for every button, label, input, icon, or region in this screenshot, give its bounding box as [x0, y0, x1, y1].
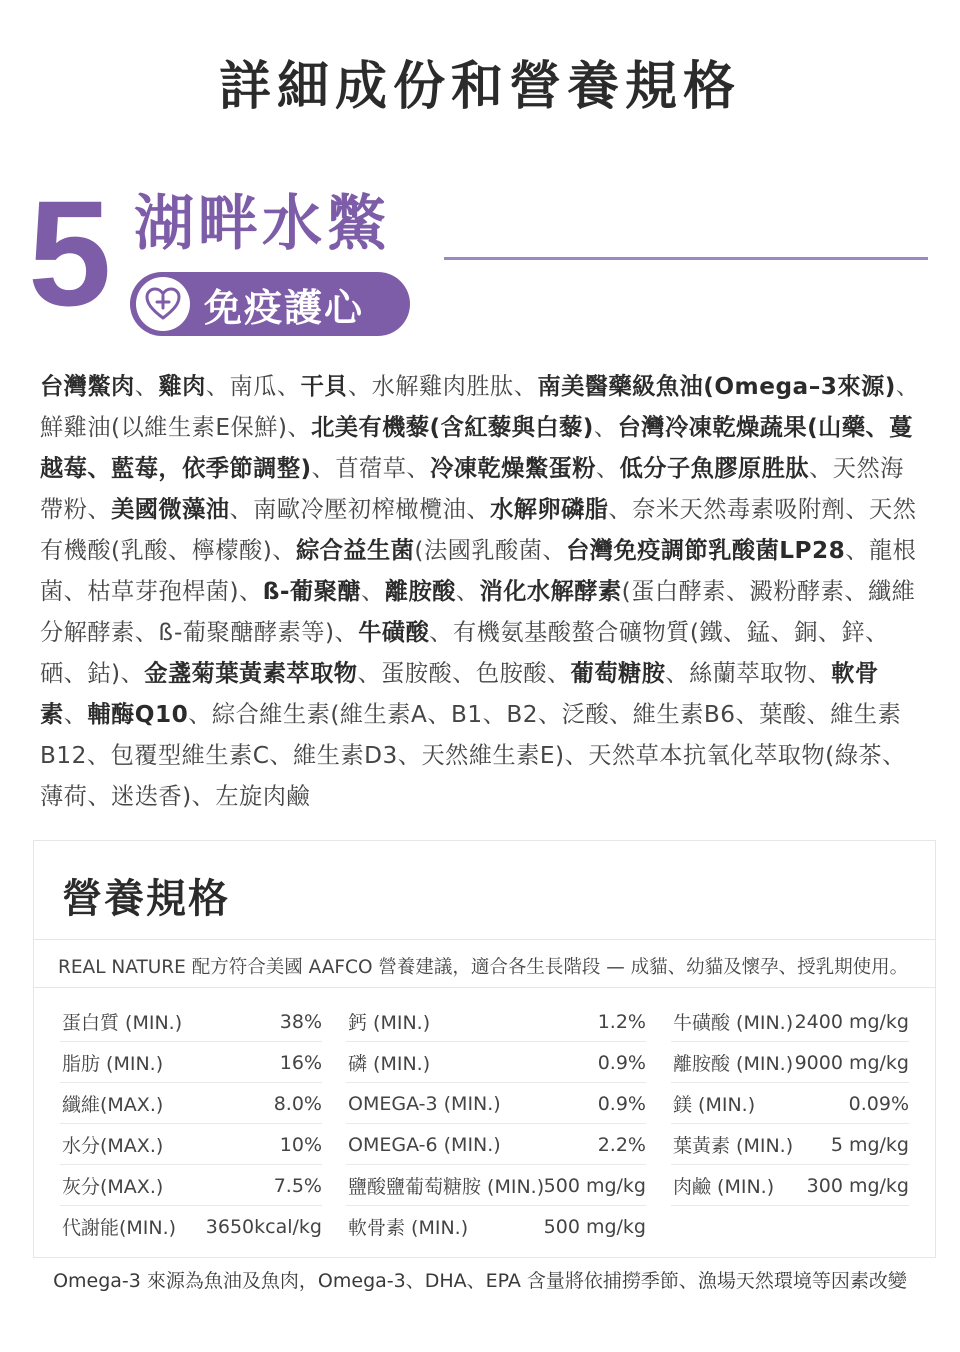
ingredient-text: (蛋白酵素、澱粉酵素、纖維分解酵素、ß-葡聚醣酵素等)、 [40, 578, 916, 646]
key-ingredient: 葡萄糖胺 [570, 660, 666, 687]
key-ingredient: ß-葡聚醣 [262, 578, 362, 605]
key-ingredient: 北美有機藜(含紅藜與白藜) [311, 414, 594, 441]
key-ingredient: 消化水解酵素 [479, 578, 622, 605]
nutrient-value: 2400 mg/kg [794, 1010, 909, 1033]
title-divider [444, 257, 928, 260]
nutrient-value: 2.2% [597, 1133, 646, 1156]
ingredient-text: (法國乳酸菌、 [414, 537, 567, 564]
ingredient-text: 、 [595, 455, 620, 482]
key-ingredient: 低分子魚膠原胜肽 [619, 455, 810, 482]
nutrient-label: 蛋白質 (MIN.) [62, 1012, 183, 1034]
nutrient-label: 肉鹼 (MIN.) [673, 1176, 775, 1198]
ingredient-text: 、有機氨基酸螯合礦物質(鐵、錳、銅、鋅、硒、鈷)、 [40, 619, 889, 687]
nutrient-value: 300 mg/kg [806, 1174, 909, 1197]
ingredient-text: 、 [63, 701, 88, 728]
key-ingredient: 南美醫藥級魚油(Omega–3來源) [537, 373, 896, 400]
heart-plus-icon [136, 277, 190, 331]
key-ingredient: 台灣免疫調節乳酸菌LP28 [566, 537, 846, 564]
spec-heading: 營養規格 [62, 876, 230, 922]
nutrient-label: 牛磺酸 (MIN.) [673, 1012, 794, 1034]
table-row [60, 1042, 912, 1083]
ingredient-text: 、 [134, 373, 159, 400]
nutrient-value: 0.9% [597, 1092, 646, 1115]
table-row [60, 1083, 912, 1124]
nutrient-label: 脂肪 (MIN.) [62, 1053, 164, 1075]
ingredient-text: 、南瓜、 [205, 373, 301, 400]
table-row [60, 1165, 912, 1206]
key-ingredient: 牛磺酸 [358, 619, 430, 646]
nutrient-label: 灰分(MAX.) [62, 1176, 164, 1198]
footnote: Omega-3 來源為魚油及魚肉，Omega-3、DHA、EPA 含量將依捕撈季節、漁場天然環境等因素改變 [53, 1270, 907, 1292]
key-ingredient: 輔酶Q10 [87, 701, 189, 728]
key-ingredient: 台灣鱉肉 [40, 373, 135, 400]
nutrient-label: 鹽酸鹽葡萄糖胺 (MIN.) [348, 1176, 545, 1198]
table-row [60, 1206, 912, 1247]
nutrient-value: 1.2% [597, 1010, 646, 1033]
recipe-name: 湖畔水鱉 [134, 189, 390, 259]
benefit-badge [130, 272, 410, 336]
key-ingredient: 金盞菊葉黃素萃取物 [144, 660, 358, 687]
ingredient-text: 、龍根菌、枯草芽孢桿菌)、 [40, 537, 917, 605]
nutrient-label: 軟骨素 (MIN.) [348, 1217, 469, 1239]
nutrition-spec-panel [33, 840, 936, 1258]
table-row [60, 1124, 912, 1165]
nutrient-label: 磷 (MIN.) [348, 1053, 431, 1075]
ingredient-text: 、水解雞肉胜肽、 [347, 373, 538, 400]
key-ingredient: 離胺酸 [384, 578, 456, 605]
ingredient-list [40, 366, 924, 817]
nutrient-value: 0.9% [597, 1051, 646, 1074]
key-ingredient: 干貝 [300, 373, 348, 400]
nutrient-label: 纖維(MAX.) [62, 1094, 164, 1116]
table-row [60, 1001, 912, 1042]
spec-divider [34, 987, 935, 988]
nutrient-value: 10% [279, 1133, 322, 1156]
aafco-note: REAL NATURE 配方符合美國 AAFCO 營養建議，適合各生長階段 — 成貓、幼貓及懷孕、授乳期使用。 [58, 957, 909, 978]
ingredient-text: 、綜合維生素(維生素A、B1、B2、泛酸、維生素B6、葉酸、維生素B12、包覆型維生素C、維生素D3、天然維生素E)、天然草本抗氧化萃取物(綠茶、薄荷、迷迭香)、左旋肉鹼 [40, 701, 906, 810]
key-ingredient: 冷凍乾燥鱉蛋粉 [430, 455, 596, 482]
key-ingredient: 軟骨素 [40, 660, 879, 728]
nutrient-label: OMEGA-6 (MIN.) [348, 1133, 501, 1156]
nutrient-label: 葉黃素 (MIN.) [673, 1135, 794, 1157]
ingredient-text: 、天然海帶粉、 [40, 455, 904, 523]
nutrient-value: 0.09% [848, 1092, 909, 1115]
nutrient-label: 水分(MAX.) [62, 1135, 164, 1157]
ingredient-text: 、鮮雞油(以維生素E保鮮)、 [40, 373, 920, 441]
nutrient-value: 9000 mg/kg [794, 1051, 909, 1074]
ingredient-text: 、苜蓿草、 [311, 455, 431, 482]
key-ingredient: 台灣冷凍乾燥蔬果(山藥、蔓越莓、藍莓，依季節調整) [40, 414, 913, 482]
nutrient-value: 5 mg/kg [830, 1133, 909, 1156]
ingredient-text: 、絲蘭萃取物、 [665, 660, 832, 687]
ingredient-text: 、蛋胺酸、色胺酸、 [357, 660, 571, 687]
key-ingredient: 美國微藻油 [111, 496, 230, 523]
nutrient-value: 500 mg/kg [543, 1174, 646, 1197]
key-ingredient: 水解卵磷脂 [490, 496, 609, 523]
nutrient-value: 8.0% [273, 1092, 322, 1115]
ingredient-text: 、 [593, 414, 618, 441]
nutrient-value: 3650kcal/kg [205, 1215, 322, 1238]
nutrient-label: 鈣 (MIN.) [348, 1012, 431, 1034]
nutrient-value: 500 mg/kg [543, 1215, 646, 1238]
ingredient-text: 、南歐冷壓初榨橄欖油、 [229, 496, 491, 523]
recipe-number: 5 [28, 169, 112, 337]
nutrient-label: 離胺酸 (MIN.) [673, 1053, 794, 1075]
page-title: 詳細成份和營養規格 [218, 57, 741, 117]
nutrient-value: 38% [279, 1010, 322, 1033]
ingredient-text: 、 [361, 578, 385, 605]
nutrient-label: 鎂 (MIN.) [673, 1094, 756, 1116]
nutrient-label: 代謝能(MIN.) [62, 1217, 177, 1239]
benefit-label: 免疫護心 [204, 285, 365, 330]
spec-divider [34, 939, 935, 940]
key-ingredient: 綜合益生菌 [295, 537, 415, 564]
nutrition-table [60, 1001, 912, 1247]
ingredient-text: 、 [455, 578, 480, 605]
ingredient-text: 、奈米天然毒素吸附劑、天然有機酸(乳酸、檸檬酸)、 [40, 496, 917, 564]
nutrient-value: 7.5% [273, 1174, 322, 1197]
nutrient-value: 16% [279, 1051, 322, 1074]
key-ingredient: 雞肉 [158, 373, 206, 400]
nutrient-label: OMEGA-3 (MIN.) [348, 1092, 501, 1115]
